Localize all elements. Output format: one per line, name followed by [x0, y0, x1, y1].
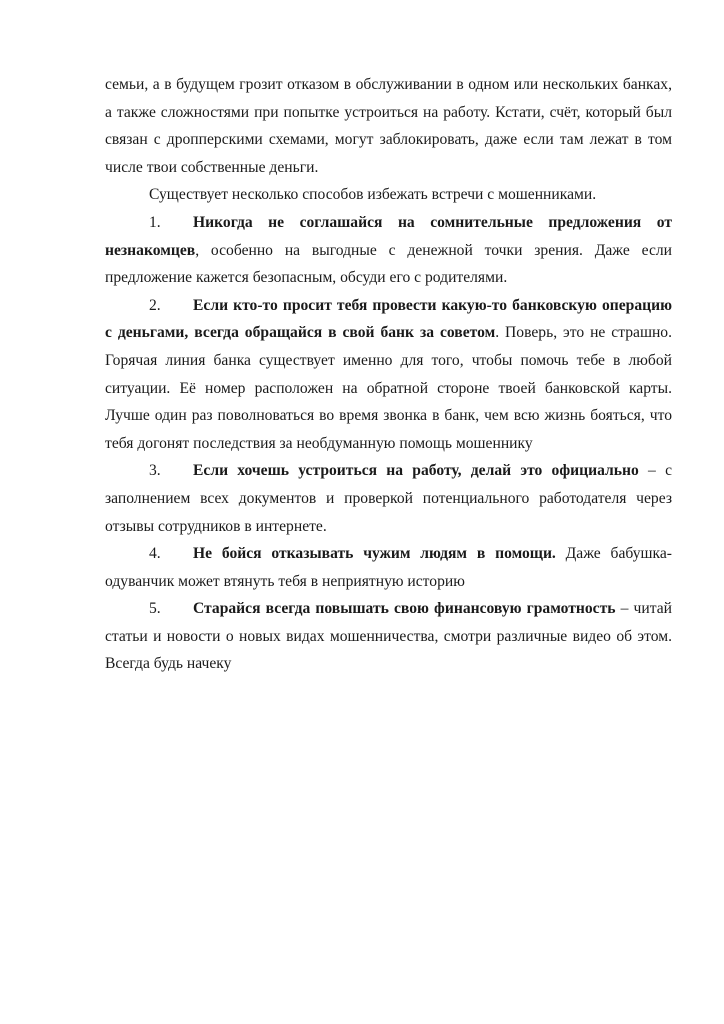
list-item-bold-text: Старайся всегда повышать свою финансовую грамотность	[193, 600, 616, 618]
list-item-bold-text: Не бойся отказывать чужим людям в помощи.	[193, 545, 556, 563]
list-item-text: – читай статьи и новости о новых видах мошенничества, смотри различные видео об этом. Всегда будь начеку	[105, 600, 672, 673]
document-page	[105, 71, 672, 678]
intro-paragraph: семьи, а в будущем грозит отказом в обслуживании в одном или нескольких банках, а также сложностями при попытке устроиться на работу. Кстати, счёт, который был связан с дропперскими схемами, могут заблокировать, даже если там лежат в том числе твои собственные деньги.	[105, 76, 672, 176]
list-item-number: 3.	[149, 462, 161, 480]
list-item-number: 2.	[149, 296, 161, 314]
list-item-number: 1.	[149, 213, 161, 231]
list-item-text: , особенно на выгодные с денежной точки зрения. Даже если предложение кажется безопасным, обсуди его с родителями.	[105, 241, 672, 287]
list-item-text: Даже бабушка-одуванчик может втянуть тебя в неприятную историю	[105, 545, 672, 590]
list-item-text: – с заполнением всех документов и проверкой потенциального работодателя через отзывы сотрудников в интернете.	[105, 462, 672, 535]
list-item-number: 5.	[149, 600, 161, 618]
list-item-2	[105, 292, 672, 458]
list-item-number: 4.	[149, 545, 161, 563]
list-item-bold-text: Если кто-то просит тебя провести какую-то банковскую операцию с деньгами, всегда обращайся в свой банк за советом	[105, 296, 672, 342]
list-item-bold-text: Никогда не соглашайся на сомнительные предложения от незнакомцев	[105, 213, 672, 259]
list-item-1	[105, 209, 672, 292]
list-item-text: . Поверь, это не страшно. Горячая линия банка существует именно для того, чтобы помочь тебе в любой ситуации. Её номер расположен на обратной стороне твоей банковской карты. Лучше один раз поволноваться во время звонка в банк, чем всю жизнь бояться, что тебя догонят последствия за необдуманную помощь мошеннику	[105, 324, 672, 452]
list-item-3	[105, 457, 672, 540]
lead-paragraph: Существует несколько способов избежать встречи с мошенниками.	[149, 186, 597, 204]
list-item-4	[105, 540, 672, 595]
list-item-bold-text: Если хочешь устроиться на работу, делай это официально	[193, 462, 639, 480]
list-item-5	[105, 595, 672, 678]
